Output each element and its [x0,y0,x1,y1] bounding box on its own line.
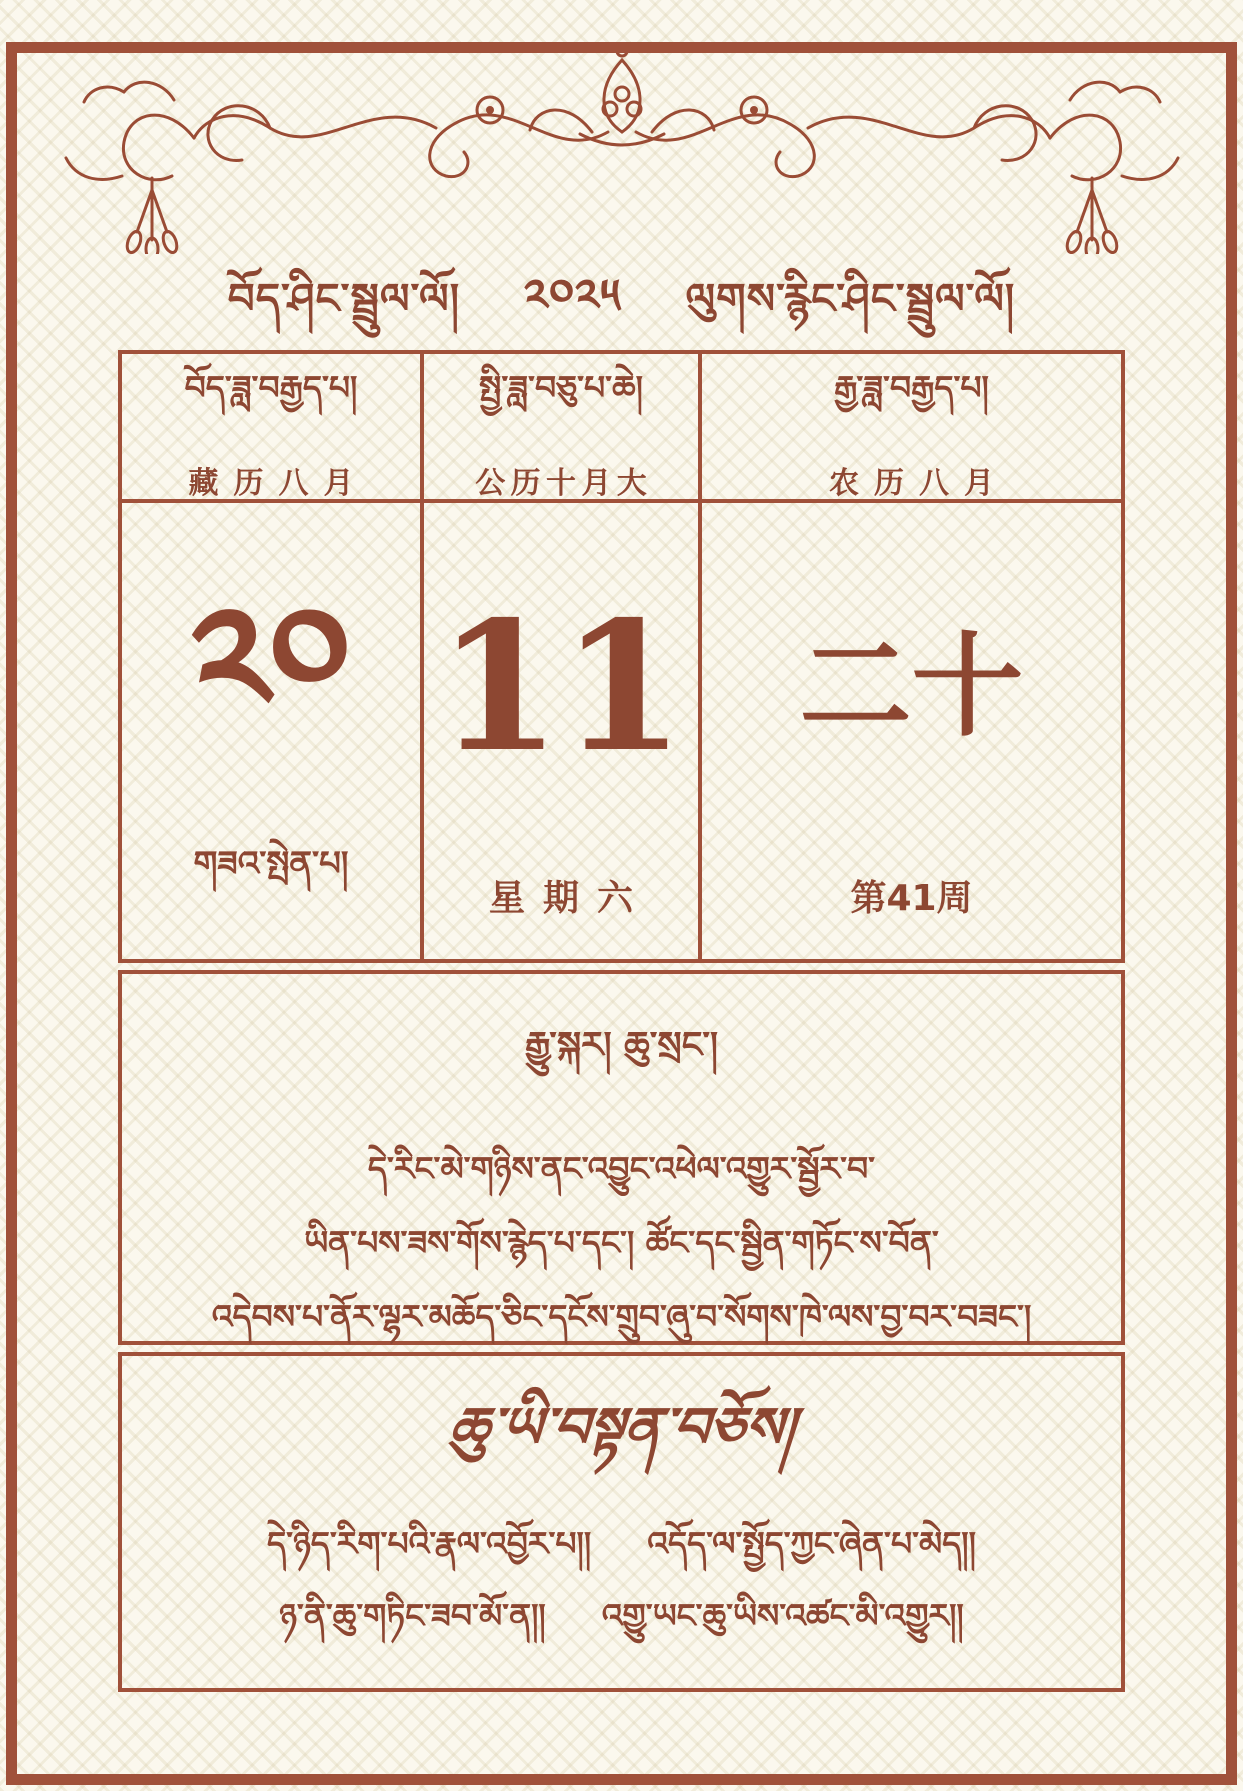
proverb-line-2-left: ཉ་ནི་ཆུ་གཏིང་ཟབ་མོ་ན།། [279,1596,546,1636]
almanac-title: རྒྱུ་སྐར། ཆུ་སྲང་། [525,1025,718,1066]
month-header-row [118,350,1125,503]
proverb-line-1-right: འདོད་ལ་སྤྱོད་ཀྱང་ཞེན་པ་མེད།། [647,1524,976,1564]
year-title-row [0,258,1243,324]
tibetan-weekday-label: གཟའ་སྤེན་པ། [193,844,349,884]
day-number-row [118,499,1125,963]
lunar-month-chinese-label: 农历八月 [829,466,1009,501]
almanac-line-1: དེ་རིང་མེ་གཉིས་ནང་འབྱུང་འཕེལ་འགྱུར་སྦྱོར་བ་ [367,1149,876,1188]
proverb-line-1-left: དེ་ཉིད་རིག་པའི་རྣལ་འབྱོར་པ།། [267,1524,592,1564]
lunar-month-cell [702,354,1121,499]
gregorian-month-label: སྤྱི་ཟླ་བཅུ་པ་ཆེ། [479,368,643,407]
almanac-line-2: ཡིན་པས་ཟས་གོས་རྙེད་པ་དང་། ཚོང་དང་སྦྱིན་གཏོང་ས་བོན་ [304,1223,939,1262]
gregorian-day-cell [424,503,702,959]
proverb-box [118,1352,1125,1692]
gregorian-month-chinese-label: 公历十月大 [475,466,653,501]
year-title-left: བོད་ཤིང་སྦྲུལ་ལོ། [227,273,461,323]
calendar-card [118,350,1125,1692]
header-ornament [52,36,1192,254]
lunar-day-number: 二十 [799,621,1024,752]
gregorian-month-cell [424,354,702,499]
proverb-line-2 [142,1580,1101,1652]
lunar-month-label: རྒྱ་ཟླ་བརྒྱད་པ། [834,368,989,407]
almanac-box [118,970,1125,1345]
tibetan-day-number: ༢༠ [190,577,352,751]
year-title-right: ལུགས་རྙིང་ཤིང་སྦྲུལ་ལོ། [685,273,1016,323]
tibetan-month-chinese-label: 藏历八月 [188,466,369,501]
year-number: ༢༠༢༥ [524,268,622,323]
tibetan-day-cell [122,503,424,959]
proverb-line-1 [142,1508,1101,1580]
calligraphy-title: ཆུ་ཡི་བསྟན་བཅོས། [446,1396,797,1461]
proverb-line-2-right: འགྱུ་ཡང་ཆུ་ཡིས་འཚང་མི་འགྱུར།། [601,1596,964,1636]
tibetan-month-cell [122,354,424,499]
gregorian-day-number: 11 [437,581,685,791]
week-number-label: 第41周 [850,878,973,919]
almanac-line-3: འདེབས་པ་ནོར་ལྷར་མཆོད་ཅིང་དངོས་གྲུབ་ཞུ་བ་སོགས་ཁེ་ལས་བྱ་བར་བཟང་། [211,1297,1032,1336]
lunar-day-cell [702,503,1121,959]
tibetan-month-label: བོད་ཟླ་བརྒྱད་པ། [184,368,358,407]
chinese-weekday-label: 星期六 [488,878,651,919]
